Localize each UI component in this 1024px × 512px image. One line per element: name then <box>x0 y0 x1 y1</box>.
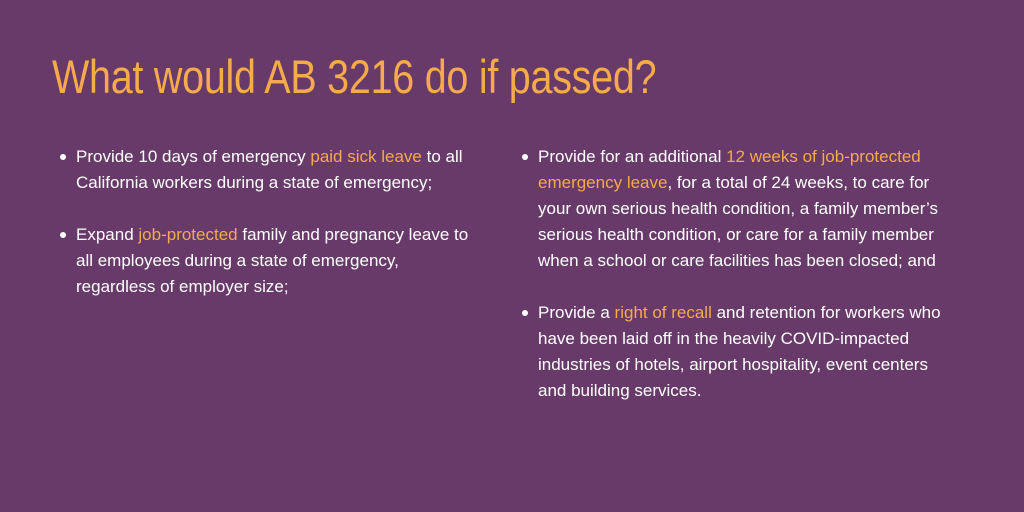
right-bullet-list <box>518 144 958 430</box>
highlight-text: right of recall <box>614 303 712 322</box>
highlight-text: paid sick leave <box>310 147 422 166</box>
highlight-text: job-protected <box>138 225 238 244</box>
bullet-text-rest: , for a total of 24 weeks, to care for your own serious health condition, a family member’s serious health condition, or care for a family member when a school or care facilities has been closed; and <box>538 173 939 270</box>
bullet-icon <box>522 310 528 316</box>
bullet-item-job-protected-leave <box>56 222 476 300</box>
bullet-icon <box>60 154 66 160</box>
bullet-text-rest: family and pregnancy leave to all employees during a state of emergency, regardless of employer size; <box>76 225 469 296</box>
highlight-text: 12 weeks of job-protected emergency leave <box>538 147 921 192</box>
bullet-icon <box>522 154 528 160</box>
page-title: What would AB 3216 do if passed? <box>52 50 657 103</box>
left-bullet-list <box>56 144 476 326</box>
bullet-item-emergency-leave <box>518 144 958 274</box>
bullet-item-paid-sick-leave <box>56 144 476 196</box>
bullet-text-lead: Expand <box>76 225 139 244</box>
bullet-icon <box>60 232 66 238</box>
bullet-text-lead: Provide a <box>538 303 615 322</box>
bullet-item-right-of-recall <box>518 300 958 404</box>
bullet-text-lead: Provide 10 days of emergency <box>76 147 311 166</box>
bullet-text-rest: to all California workers during a state of emergency; <box>76 147 463 192</box>
bullet-text-rest: and retention for workers who have been laid off in the heavily COVID-impacted industries of hotels, airport hospitality, event centers and building services. <box>538 303 941 400</box>
bullet-text-lead: Provide for an additional <box>538 147 727 166</box>
